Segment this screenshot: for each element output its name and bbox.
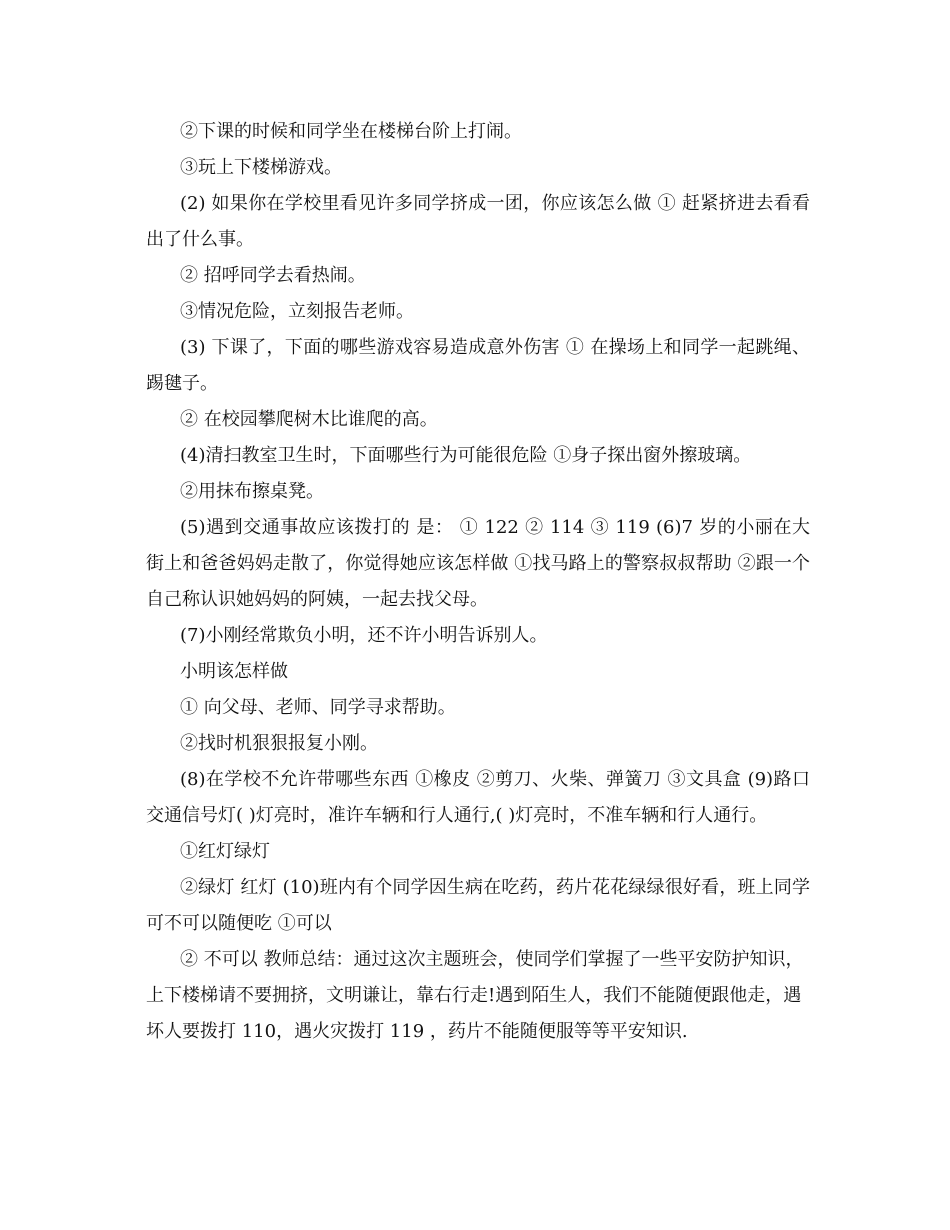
paragraph: ②下课的时候和同学坐在楼梯台阶上打闹。 xyxy=(180,121,522,142)
paragraph: (7)小刚经常欺负小明，还不许小明告诉别人。 xyxy=(180,625,548,646)
paragraph: ② 招呼同学去看热闹。 xyxy=(180,265,366,286)
paragraph: ② 在校园攀爬树木比谁爬的高。 xyxy=(180,409,438,430)
paragraph: ②绿灯 红灯 (10)班内有个同学因生病在吃药，药片花花绿绿很好看，班上同学可不可以随便吃 ①可以 xyxy=(146,877,810,934)
paragraph: (4)清扫教室卫生时，下面哪些行为可能很危险 ①身子探出窗外擦玻璃。 xyxy=(180,445,752,466)
paragraph: ③玩上下楼梯游戏。 xyxy=(180,157,342,178)
paragraph: 小明该怎样做 xyxy=(180,661,288,682)
paragraph: (2) 如果你在学校里看见许多同学挤成一团，你应该怎么做 ① 赶紧挤进去看看出了什么事。 xyxy=(146,193,810,250)
paragraph: ② 不可以 教师总结：通过这次主题班会，使同学们掌握了一些平安防护知识，上下楼梯请不要拥挤，文明谦让，靠右行走!遇到陌生人，我们不能随便跟他走，遇坏人要拨打 110，遇火灾拨打 119 ，药片不能随便服等等平安知识. xyxy=(146,949,804,1042)
paragraph: ①红灯绿灯 xyxy=(180,841,270,862)
document-body xyxy=(146,114,810,1050)
paragraph: ① 向父母、老师、同学寻求帮助。 xyxy=(180,697,456,718)
paragraph: ②用抹布擦桌凳。 xyxy=(180,481,324,502)
paragraph: (8)在学校不允许带哪些东西 ①橡皮 ②剪刀、火柴、弹簧刀 ③文具盒 (9)路口交通信号灯( )灯亮时，准许车辆和行人通行,( )灯亮时，不准车辆和行人通行。 xyxy=(146,769,810,826)
paragraph: ③情况危险，立刻报告老师。 xyxy=(180,301,414,322)
paragraph: (3) 下课了，下面的哪些游戏容易造成意外伤害 ① 在操场上和同学一起跳绳、踢毽子。 xyxy=(146,337,810,394)
paragraph: ②找时机狠狠报复小刚。 xyxy=(180,733,378,754)
paragraph: (5)遇到交通事故应该拨打的 是： ① 122 ② 114 ③ 119 (6)7 岁的小丽在大街上和爸爸妈妈走散了，你觉得她应该怎样做 ①找马路上的警察叔叔帮助 ②跟一个自己称认识她妈妈的阿姨，一起去找父母。 xyxy=(146,517,810,610)
